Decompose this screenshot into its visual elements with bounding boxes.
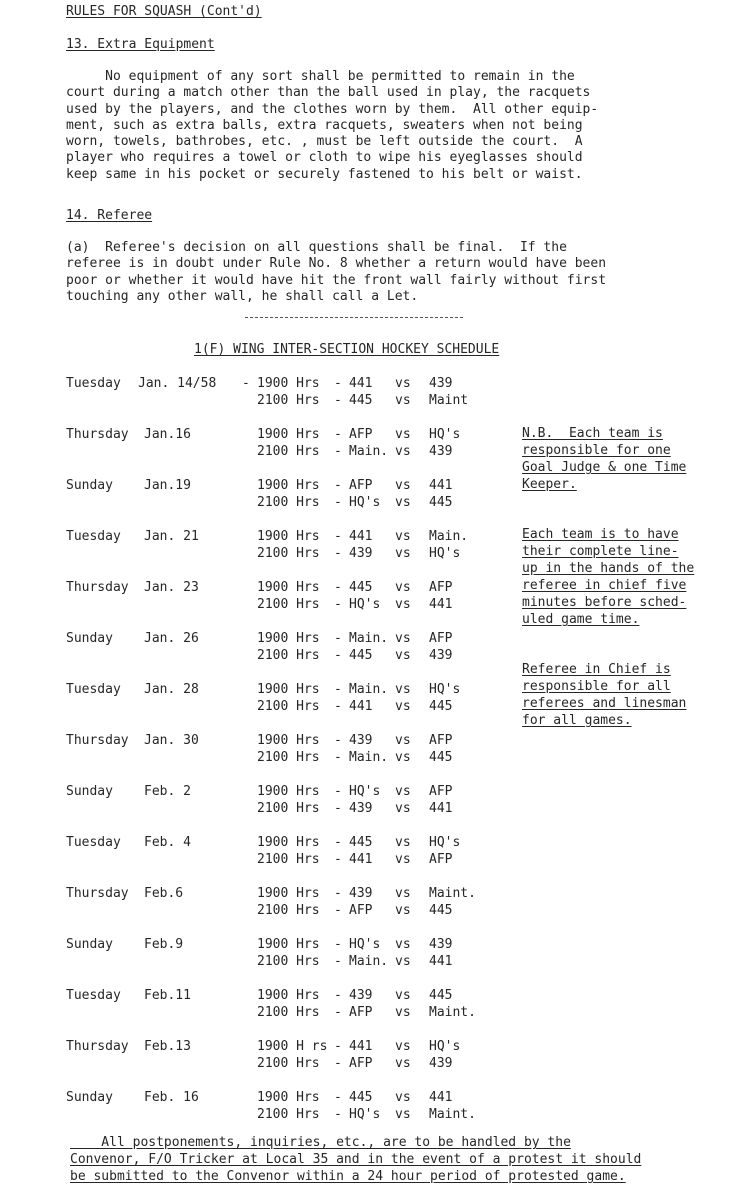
- game-vs: vs: [395, 529, 411, 544]
- schedule-row: [66, 1039, 516, 1073]
- game-team-home: 441: [349, 529, 373, 544]
- game-team-away: 439: [429, 1056, 453, 1071]
- note-line: N.B. Each team is: [522, 426, 663, 441]
- game-team-away: 439: [429, 376, 453, 391]
- schedule-row: [66, 988, 516, 1022]
- game-team-away: 441: [429, 801, 453, 816]
- schedule-date: Jan.16: [144, 427, 191, 442]
- schedule-day: Tuesday: [66, 988, 121, 1003]
- game-vs: vs: [395, 784, 411, 799]
- game-team-home: Main.: [349, 750, 389, 765]
- game-vs: vs: [395, 954, 411, 969]
- note-line: up in the hands of the: [522, 561, 695, 576]
- game-dash: -: [334, 1090, 342, 1105]
- rule-14-line: touching any other wall, he shall call a Let.: [66, 288, 419, 304]
- schedule-row: [66, 937, 516, 971]
- game-team-away: Maint: [429, 393, 469, 408]
- rule-13-line: player who requires a towel or cloth to wipe his eyeglasses should: [66, 150, 583, 166]
- schedule-date: Jan. 23: [144, 580, 199, 595]
- game-team-away: 441: [429, 597, 453, 612]
- note-line: responsible for all: [522, 679, 671, 694]
- game-team-home: HQ's: [349, 1107, 381, 1122]
- game-team-away: 445: [429, 750, 453, 765]
- game-team-home: 439: [349, 886, 373, 901]
- game-vs: vs: [395, 580, 411, 595]
- rule-13-heading: 13. Extra Equipment: [66, 37, 215, 52]
- note-line: Keeper.: [522, 477, 577, 492]
- schedule-row: [66, 580, 516, 614]
- rule-13-line: used by the players, and the clothes worn by them. All other equip-: [66, 101, 599, 117]
- game-team-away: 439: [429, 648, 453, 663]
- game-time: 2100 Hrs: [257, 954, 320, 969]
- game-dash: -: [334, 597, 342, 612]
- game-team-away: Maint.: [429, 886, 476, 901]
- game-team-home: 441: [349, 376, 373, 391]
- note-line: minutes before sched-: [522, 595, 687, 610]
- game-time: 2100 Hrs: [257, 393, 320, 408]
- rule-14-line: poor or whether it would have hit the front wall fairly without first: [66, 272, 607, 288]
- game-team-home: HQ's: [349, 937, 381, 952]
- game-time: 2100 Hrs: [257, 699, 320, 714]
- game-team-home: HQ's: [349, 495, 381, 510]
- game-dash: -: [334, 954, 342, 969]
- game-dash: -: [334, 903, 342, 918]
- game-team-home: AFP: [349, 1056, 373, 1071]
- game-team-away: HQ's: [429, 546, 461, 561]
- game-vs: vs: [395, 1107, 411, 1122]
- note-line: their complete line-: [522, 544, 679, 559]
- schedule-day: Tuesday: [66, 682, 121, 697]
- schedule-date: Jan. 30: [144, 733, 199, 748]
- game-dash: -: [334, 988, 342, 1003]
- game-vs: vs: [395, 1039, 411, 1054]
- schedule-day: Tuesday: [66, 376, 121, 391]
- schedule-row: [66, 733, 516, 767]
- game-team-home: HQ's: [349, 597, 381, 612]
- game-vs: vs: [395, 478, 411, 493]
- game-team-home: 441: [349, 1039, 373, 1054]
- footer-line: be submitted to the Convenor within a 24 hour period of protested game.: [70, 1169, 626, 1184]
- note-line: Each team is to have: [522, 527, 679, 542]
- game-dash: -: [334, 1039, 342, 1054]
- game-team-home: Main.: [349, 631, 389, 646]
- game-time: 1900 Hrs: [257, 784, 320, 799]
- game-vs: vs: [395, 376, 411, 391]
- schedule-date-dash: -: [242, 376, 250, 391]
- schedule-row: [66, 835, 516, 869]
- game-team-home: AFP: [349, 478, 373, 493]
- game-team-away: 445: [429, 903, 453, 918]
- game-vs: vs: [395, 393, 411, 408]
- game-dash: -: [334, 750, 342, 765]
- schedule-note: [522, 425, 686, 493]
- game-team-away: 445: [429, 495, 453, 510]
- game-time: 1900 Hrs: [257, 529, 320, 544]
- rule-13-line: No equipment of any sort shall be permitted to remain in the: [66, 69, 575, 84]
- rule-14-line: referee is in doubt under Rule No. 8 whether a return would have been: [66, 256, 607, 272]
- game-dash: -: [334, 682, 342, 697]
- game-team-home: 439: [349, 546, 373, 561]
- game-team-away: 445: [429, 988, 453, 1003]
- schedule-day: Sunday: [66, 631, 113, 646]
- game-time: 2100 Hrs: [257, 597, 320, 612]
- rule-13-line: worn, towels, bathrobes, etc. , must be left outside the court. A: [66, 134, 583, 150]
- game-team-away: Maint.: [429, 1005, 476, 1020]
- game-vs: vs: [395, 750, 411, 765]
- game-team-away: AFP: [429, 784, 453, 799]
- game-dash: -: [334, 835, 342, 850]
- schedule-note: [522, 526, 694, 628]
- note-line: Goal Judge & one Time: [522, 460, 687, 475]
- game-team-home: AFP: [349, 1005, 373, 1020]
- game-team-home: AFP: [349, 427, 373, 442]
- game-vs: vs: [395, 682, 411, 697]
- game-dash: -: [334, 495, 342, 510]
- game-dash: -: [334, 1107, 342, 1122]
- game-team-away: AFP: [429, 852, 453, 867]
- game-team-home: 441: [349, 699, 373, 714]
- schedule-date: Jan. 14/58: [138, 376, 217, 391]
- game-time: 2100 Hrs: [257, 1056, 320, 1071]
- game-team-away: Maint.: [429, 1107, 476, 1122]
- footer-line: Convenor, F/O Tricker at Local 35 and in the event of a protest it should: [70, 1152, 642, 1167]
- game-vs: vs: [395, 699, 411, 714]
- schedule-day: Tuesday: [66, 529, 121, 544]
- game-team-away: 441: [429, 478, 453, 493]
- game-vs: vs: [395, 852, 411, 867]
- schedule-day: Tuesday: [66, 835, 121, 850]
- page-title: RULES FOR SQUASH (Cont'd): [66, 4, 262, 19]
- schedule-date: Jan.19: [144, 478, 191, 493]
- schedule-day: Sunday: [66, 1090, 113, 1105]
- game-team-home: 445: [349, 1090, 373, 1105]
- game-vs: vs: [395, 444, 411, 459]
- game-team-away: HQ's: [429, 682, 461, 697]
- schedule-row: [66, 478, 516, 512]
- schedule-day: Thursday: [66, 427, 129, 442]
- game-dash: -: [334, 699, 342, 714]
- footer-line: All postponements, inquiries, etc., are to be handled by the: [70, 1135, 571, 1150]
- game-team-home: 439: [349, 801, 373, 816]
- schedule-row: [66, 784, 516, 818]
- rule-14-body: [66, 240, 606, 305]
- game-time: 1900 Hrs: [257, 937, 320, 952]
- game-team-home: 445: [349, 835, 373, 850]
- schedule-date: Feb. 16: [144, 1090, 199, 1105]
- game-time: 1900 Hrs: [257, 886, 320, 901]
- schedule-row: [66, 682, 516, 716]
- game-team-away: 441: [429, 1090, 453, 1105]
- game-team-away: AFP: [429, 733, 453, 748]
- note-line: referee in chief five: [522, 578, 687, 593]
- game-time: 2100 Hrs: [257, 903, 320, 918]
- game-time: 1900 Hrs: [257, 1090, 320, 1105]
- game-team-home: Main.: [349, 954, 389, 969]
- note-line: responsible for one: [522, 443, 671, 458]
- schedule-row: [66, 427, 516, 461]
- game-dash: -: [334, 1005, 342, 1020]
- schedule-title: 1(F) WING INTER-SECTION HOCKEY SCHEDULE: [194, 342, 500, 357]
- game-vs: vs: [395, 988, 411, 1003]
- game-time: 2100 Hrs: [257, 648, 320, 663]
- game-time: 1900 Hrs: [257, 988, 320, 1003]
- game-dash: -: [334, 427, 342, 442]
- game-team-away: 439: [429, 937, 453, 952]
- game-team-home: AFP: [349, 903, 373, 918]
- game-dash: -: [334, 784, 342, 799]
- game-vs: vs: [395, 597, 411, 612]
- game-vs: vs: [395, 427, 411, 442]
- game-team-away: Main.: [429, 529, 469, 544]
- game-dash: -: [334, 580, 342, 595]
- game-team-away: HQ's: [429, 835, 461, 850]
- schedule-day: Sunday: [66, 937, 113, 952]
- game-vs: vs: [395, 648, 411, 663]
- game-dash: -: [334, 529, 342, 544]
- schedule-date: Feb. 4: [144, 835, 191, 850]
- schedule-date: Feb.6: [144, 886, 184, 901]
- game-dash: -: [334, 393, 342, 408]
- game-team-away: 439: [429, 444, 453, 459]
- schedule-row: [66, 886, 516, 920]
- game-team-home: Main.: [349, 682, 389, 697]
- schedule-row: [66, 529, 516, 563]
- game-time: 2100 Hrs: [257, 1107, 320, 1122]
- game-team-away: HQ's: [429, 427, 461, 442]
- game-vs: vs: [395, 546, 411, 561]
- game-time: 2100 Hrs: [257, 444, 320, 459]
- schedule-day: Sunday: [66, 478, 113, 493]
- schedule-date: Feb.9: [144, 937, 184, 952]
- rule-13-line: court during a match other than the ball used in play, the racquets: [66, 85, 591, 101]
- game-dash: -: [334, 852, 342, 867]
- game-dash: -: [334, 478, 342, 493]
- game-time: 1900 Hrs: [257, 733, 320, 748]
- game-team-home: Main.: [349, 444, 389, 459]
- game-vs: vs: [395, 903, 411, 918]
- game-time: 1900 Hrs: [257, 835, 320, 850]
- note-line: referees and linesman: [522, 696, 687, 711]
- game-dash: -: [334, 886, 342, 901]
- game-time: 2100 Hrs: [257, 852, 320, 867]
- game-dash: -: [334, 937, 342, 952]
- game-vs: vs: [395, 1090, 411, 1105]
- game-vs: vs: [395, 733, 411, 748]
- schedule-note: [522, 661, 686, 729]
- schedule-day: Thursday: [66, 1039, 129, 1054]
- separator-line: [245, 317, 463, 318]
- game-dash: -: [334, 648, 342, 663]
- rule-14-line: (a) Referee's decision on all questions shall be final. If the: [66, 240, 567, 255]
- game-dash: -: [334, 1056, 342, 1071]
- schedule-date: Feb. 2: [144, 784, 191, 799]
- game-dash: -: [334, 546, 342, 561]
- rule-13-line: ment, such as extra balls, extra racquets, sweaters when not being: [66, 117, 583, 133]
- game-vs: vs: [395, 886, 411, 901]
- game-team-home: 445: [349, 580, 373, 595]
- game-time: 1900 Hrs: [257, 478, 320, 493]
- footer-note: [70, 1134, 641, 1185]
- game-vs: vs: [395, 801, 411, 816]
- note-line: Referee in Chief is: [522, 662, 671, 677]
- game-time: 1900 Hrs: [257, 682, 320, 697]
- game-team-away: 445: [429, 699, 453, 714]
- game-time: 2100 Hrs: [257, 1005, 320, 1020]
- rule-13-body: [66, 69, 598, 183]
- game-team-home: 445: [349, 648, 373, 663]
- rule-14-heading: 14. Referee: [66, 208, 153, 223]
- game-time: 1900 H rs: [257, 1039, 328, 1054]
- game-dash: -: [334, 376, 342, 391]
- schedule-date: Jan. 21: [144, 529, 199, 544]
- game-team-away: 441: [429, 954, 453, 969]
- game-team-away: HQ's: [429, 1039, 461, 1054]
- rule-13-line: keep same in his pocket or securely fastened to his belt or waist.: [66, 166, 583, 182]
- schedule-day: Thursday: [66, 886, 129, 901]
- schedule-row: [66, 376, 516, 410]
- game-team-home: 439: [349, 733, 373, 748]
- game-time: 2100 Hrs: [257, 801, 320, 816]
- schedule-row: [66, 1090, 516, 1124]
- schedule-day: Sunday: [66, 784, 113, 799]
- schedule-row: [66, 631, 516, 665]
- game-team-home: HQ's: [349, 784, 381, 799]
- game-team-home: 439: [349, 988, 373, 1003]
- game-time: 2100 Hrs: [257, 546, 320, 561]
- game-team-away: AFP: [429, 631, 453, 646]
- game-time: 2100 Hrs: [257, 495, 320, 510]
- game-vs: vs: [395, 631, 411, 646]
- game-time: 1900 Hrs: [257, 631, 320, 646]
- note-line: uled game time.: [522, 612, 640, 627]
- game-time: 1900 Hrs: [257, 580, 320, 595]
- game-team-home: 445: [349, 393, 373, 408]
- note-line: for all games.: [522, 713, 632, 728]
- game-team-home: 441: [349, 852, 373, 867]
- game-time: 1900 Hrs: [257, 427, 320, 442]
- game-dash: -: [334, 733, 342, 748]
- game-vs: vs: [395, 495, 411, 510]
- game-time: 1900 Hrs: [257, 376, 320, 391]
- schedule-date: Feb.11: [144, 988, 191, 1003]
- game-dash: -: [334, 801, 342, 816]
- game-vs: vs: [395, 1005, 411, 1020]
- game-vs: vs: [395, 835, 411, 850]
- game-vs: vs: [395, 937, 411, 952]
- game-vs: vs: [395, 1056, 411, 1071]
- game-dash: -: [334, 444, 342, 459]
- game-time: 2100 Hrs: [257, 750, 320, 765]
- schedule-date: Jan. 28: [144, 682, 199, 697]
- schedule-date: Feb.13: [144, 1039, 191, 1054]
- schedule-date: Jan. 26: [144, 631, 199, 646]
- schedule-day: Thursday: [66, 733, 129, 748]
- schedule-day: Thursday: [66, 580, 129, 595]
- game-team-away: AFP: [429, 580, 453, 595]
- game-dash: -: [334, 631, 342, 646]
